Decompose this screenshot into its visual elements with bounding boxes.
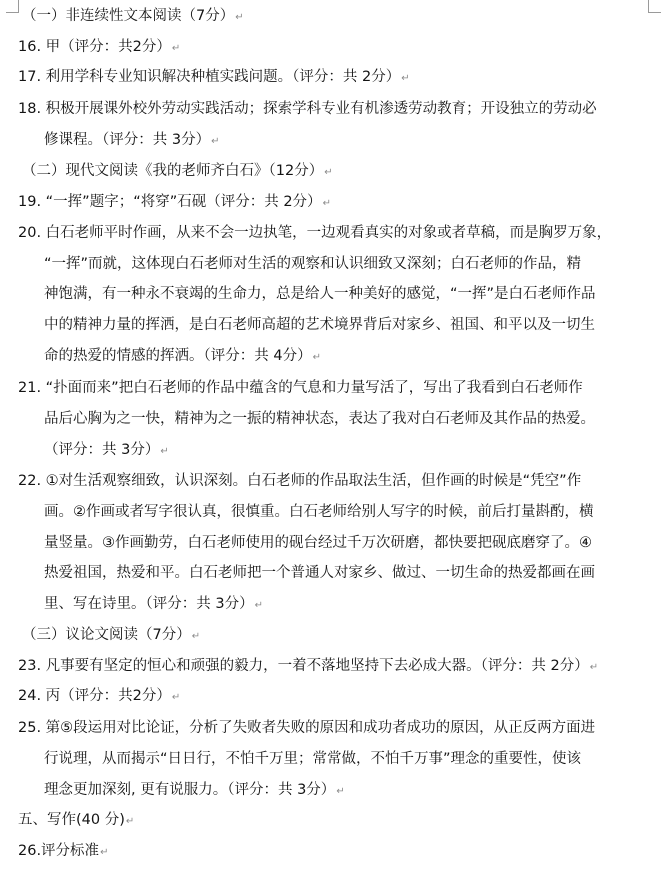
document-line <box>44 284 596 304</box>
paragraph-mark-icon: ↵ <box>191 631 201 642</box>
line-text: 21. “扑面而来”把白石老师的作品中蕴含的气息和力量写活了，写出了我看到白石老师作 <box>18 380 583 396</box>
document-line <box>18 67 410 87</box>
document-line <box>18 99 597 119</box>
line-text: 理念更加深刻, 更有说服力。（评分：共 3分） <box>44 782 336 798</box>
document-line <box>44 594 263 614</box>
paragraph-mark-icon: ↵ <box>171 692 181 703</box>
line-text: 命的热爱的情感的挥洒。（评分：共 4分） <box>44 348 312 364</box>
document-line <box>44 315 595 335</box>
page-corner-mark-left <box>6 0 19 13</box>
line-text: 26.评分标准 <box>18 843 100 859</box>
line-text: 量竖量。③作画勤劳，白石老师使用的砚台经过千万次研磨，都快要把砚底磨穿了。④ <box>44 535 592 551</box>
document-line <box>44 409 595 429</box>
line-text: 25. 第⑤段运用对比论证，分析了失败者失败的原因和成功者成功的原因，从正反两方面进 <box>18 720 596 736</box>
page-corner-mark-right <box>648 0 661 13</box>
line-text: 20. 白石老师平时作画，从来不会一边执笔，一边观看真实的对象或者草稿，而是胸罗万象， <box>18 225 612 241</box>
paragraph-mark-icon: ↵ <box>401 73 410 84</box>
paragraph-mark-icon: ↵ <box>100 847 109 858</box>
paragraph-mark-icon: ↵ <box>171 43 181 54</box>
document-line <box>18 378 583 398</box>
line-text: 22. ①对生活观察细致，认识深刻。白石老师的作品取法生活，但作画的时候是“凭空”作 <box>18 473 582 489</box>
document-line <box>18 223 611 243</box>
line-text: （三）议论文阅读（7分） <box>22 627 191 643</box>
line-text: 品后心胸为之一快，精神为之一振的精神状态，表达了我对白石老师及其作品的热爱。 <box>44 411 595 427</box>
paragraph-mark-icon: ↵ <box>254 600 263 611</box>
document-line <box>22 161 333 181</box>
document-line <box>18 718 595 738</box>
paragraph-mark-icon: ↵ <box>322 198 331 209</box>
paragraph-mark-icon: ↵ <box>336 786 345 797</box>
line-text: “一挥”而就，这体现白石老师对生活的观察和认识细致又深刻；白石老师的作品，精 <box>44 256 582 272</box>
line-text: 画。②作画或者写字很认真，很慎重。白石老师给别人写字的时候，前后打量斟酌，横 <box>44 504 594 520</box>
document-line <box>44 254 581 274</box>
document-line <box>18 810 134 830</box>
document-line <box>44 502 594 522</box>
document-line <box>22 6 244 26</box>
line-text: 五、写作(40 分) <box>18 812 125 828</box>
document-line <box>18 841 108 861</box>
document-line <box>18 656 598 676</box>
document-line <box>44 533 592 553</box>
line-text: 18. 积极开展课外校外劳动实践活动；探索学科专业有机渗透劳动教育；开设独立的劳动必 <box>18 101 597 117</box>
line-text: （一）非连续性文本阅读（7分） <box>22 8 235 24</box>
line-text: 热爱祖国，热爱和平。白石老师把一个普通人对家乡、做过、一切生命的热爱都画在画 <box>44 565 595 581</box>
line-text: 17. 利用学科专业知识解决种植实践问题。（评分：共 2分） <box>18 69 401 85</box>
document-line <box>44 440 169 460</box>
line-text: 修课程。（评分：共 3分） <box>44 132 211 148</box>
paragraph-mark-icon: ↵ <box>589 662 599 673</box>
line-text: 23. 凡事要有坚定的恒心和顽强的毅力，一着不落地坚持下去必成大器。（评分：共 2分） <box>18 658 589 674</box>
document-line <box>44 749 581 769</box>
document-line <box>44 563 595 583</box>
line-text: 24. 丙（评分：共2分） <box>18 688 171 704</box>
document-line <box>18 37 180 57</box>
document-line <box>18 192 331 212</box>
paragraph-mark-icon: ↵ <box>211 136 220 147</box>
line-text: 神饱满，有一种永不衰竭的生命力，总是给人一种美好的感觉，“一挥”是白石老师作品 <box>44 286 596 302</box>
line-text: 中的精神力量的挥洒，是白石老师高超的艺术境界背后对家乡、祖国、和平以及一切生 <box>44 317 595 333</box>
paragraph-mark-icon: ↵ <box>125 816 135 827</box>
line-text: 里、写在诗里。（评分：共 3分） <box>44 596 254 612</box>
paragraph-mark-icon: ↵ <box>312 352 321 363</box>
document-line <box>44 780 345 800</box>
document-line <box>18 471 581 491</box>
paragraph-mark-icon: ↵ <box>235 12 244 23</box>
document-line <box>44 130 219 150</box>
document-line <box>18 686 180 706</box>
line-text: 19. “一挥”题字；“将穿”石砚（评分：共 2分） <box>18 194 322 210</box>
line-text: 16. 甲（评分：共2分） <box>18 39 171 55</box>
paragraph-mark-icon: ↵ <box>324 167 333 178</box>
line-text: 行说理，从而揭示“日日行，不怕千万里；常常做，不怕千万事”理念的重要性，使该 <box>44 751 582 767</box>
line-text: （评分：共 3分） <box>44 442 160 458</box>
line-text: （二）现代文阅读《我的老师齐白石》（12分） <box>22 163 324 179</box>
document-line <box>44 346 321 366</box>
document-line <box>22 625 200 645</box>
paragraph-mark-icon: ↵ <box>160 446 169 457</box>
